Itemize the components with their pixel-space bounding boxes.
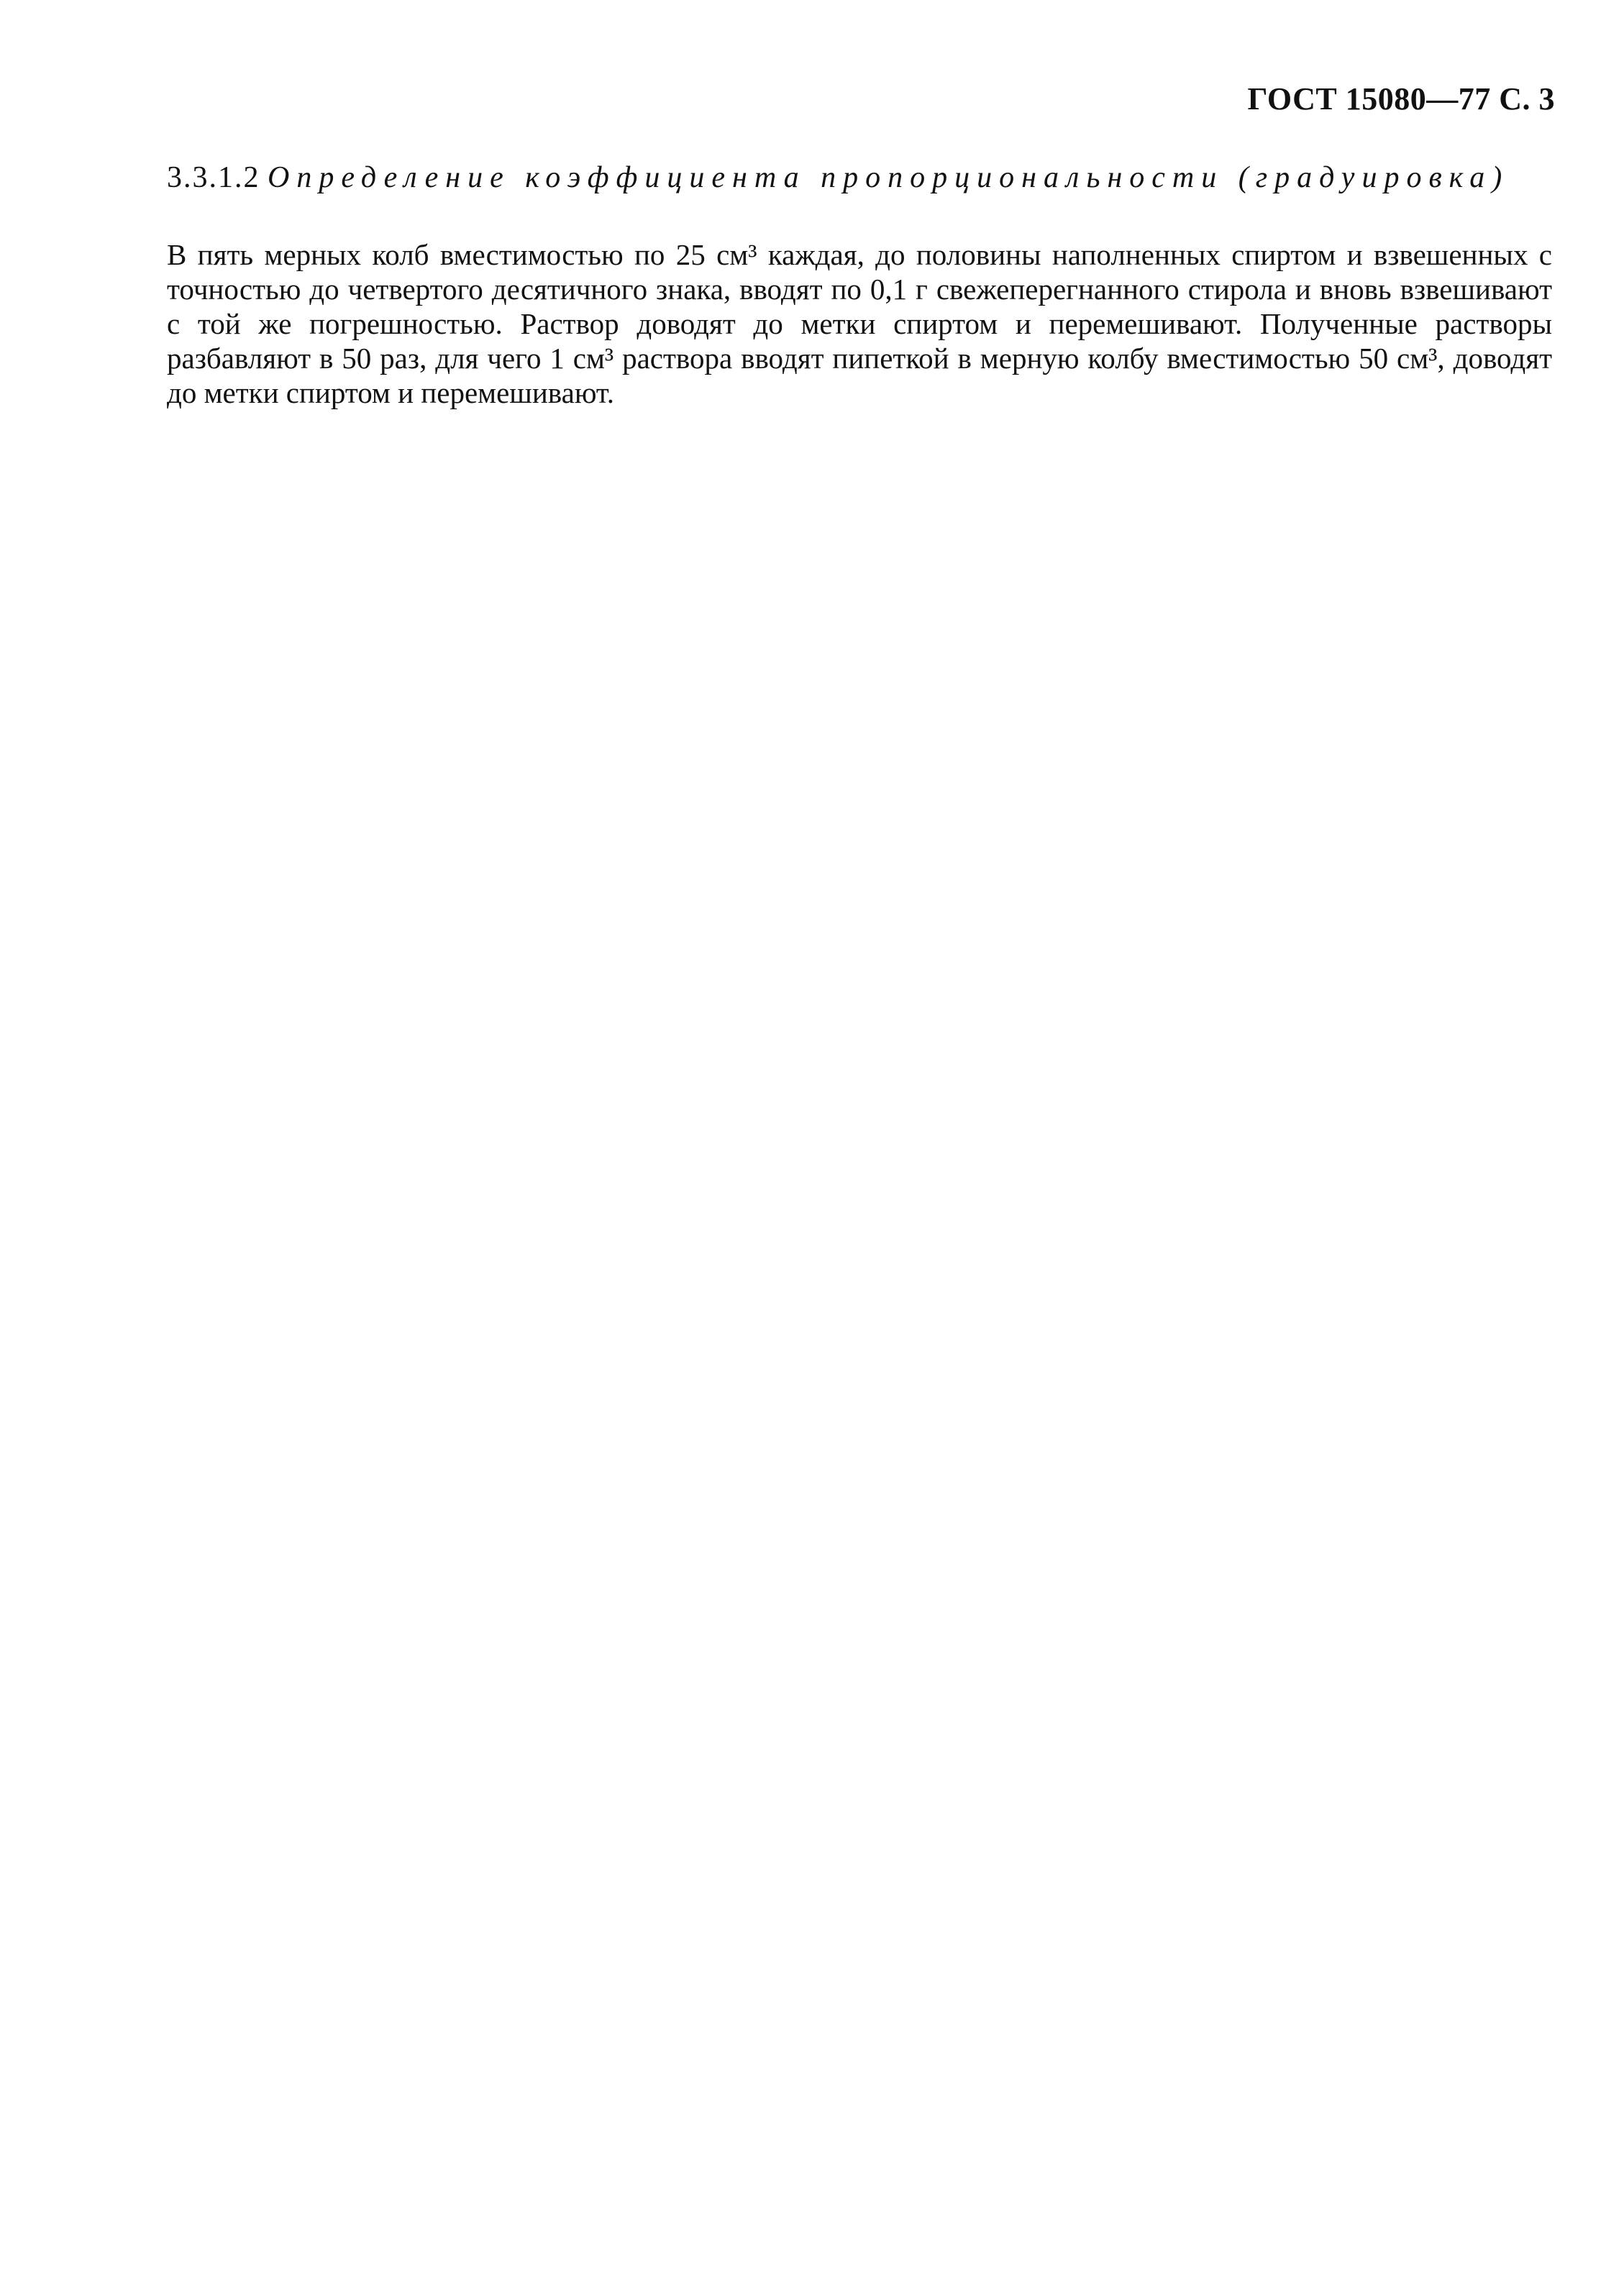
section-title: Определение коэффициента пропорциональности (градуировка) <box>268 161 1510 194</box>
running-header: ГОСТ 15080—77 С. 3 <box>1247 81 1555 117</box>
section-number: 3.3.1.2 <box>167 161 260 194</box>
section-heading-3-3-1-2 <box>167 160 1552 196</box>
paragraph-calibration-procedure: В пять мерных колб вместимостью по 25 см³ каждая, до половины наполненных спиртом и взвешенных с точностью до четвертого десятичного знака, вводят по 0,1 г свежеперегнанного стирола и вновь взвешивают с той же погрешностью. Раствор доводят до метки спиртом и перемешивают. Полученные растворы разбавляют в 50 раз, для чего 1 см³ раствора вводят пипеткой в мерную колбу вместимостью 50 см³, доводят до метки спиртом и перемешивают. <box>167 238 1552 409</box>
